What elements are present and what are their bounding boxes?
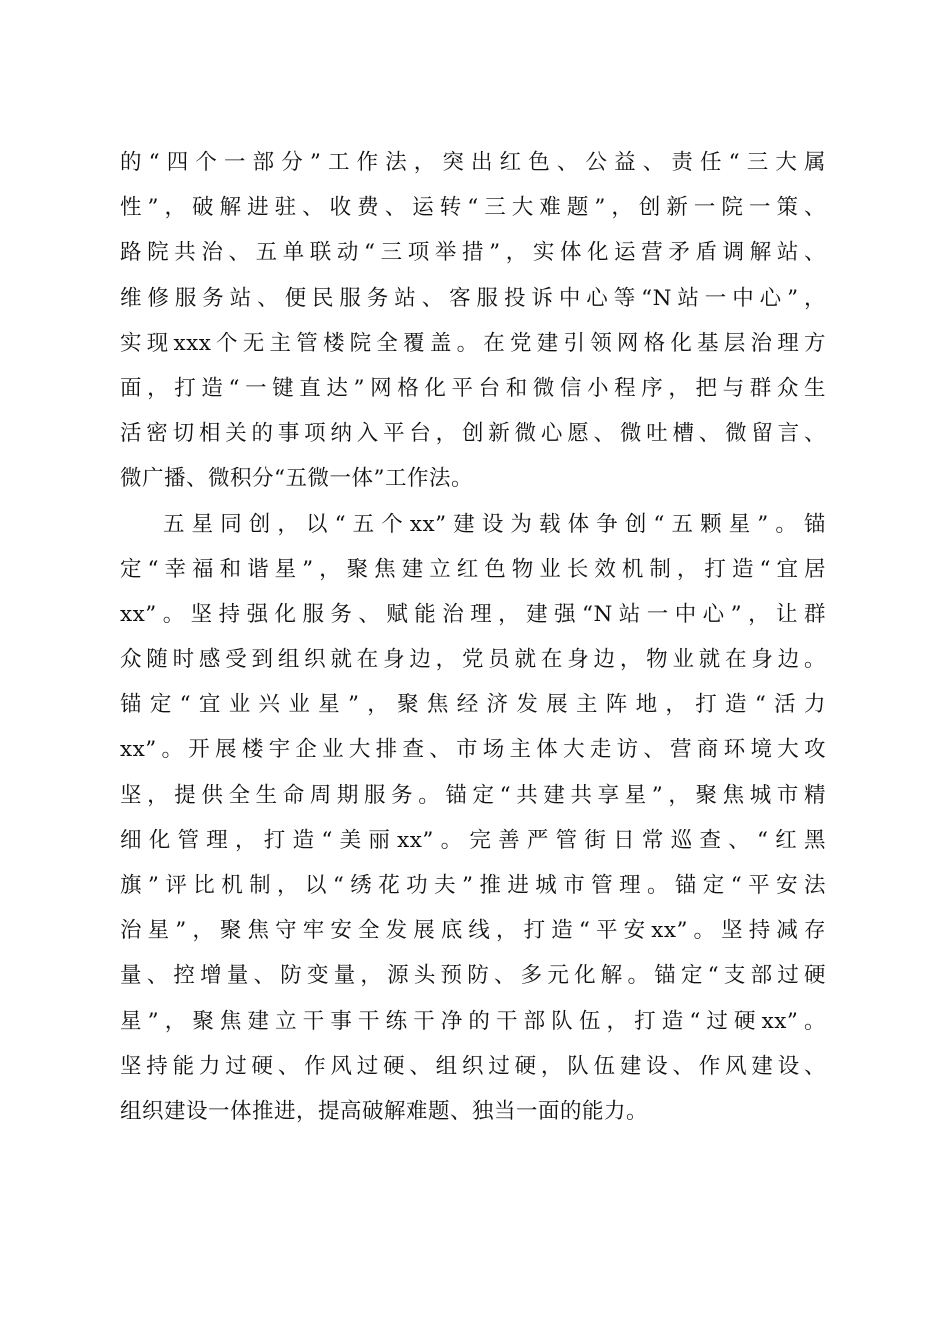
text-line: 性”，破解进驻、收费、运转“三大难题”，创新一院一策、 bbox=[120, 195, 826, 221]
text-line: 坚持能力过硬、作风过硬、组织过硬，队伍建设、作风建设、 bbox=[120, 1053, 826, 1079]
text-line: 定“幸福和谐星”，聚焦建立红色物业长效机制，打造“宜居 bbox=[120, 556, 826, 582]
text-line: 锚定“宜业兴业星”，聚焦经济发展主阵地，打造“活力 bbox=[120, 692, 826, 718]
text-line: 坚，提供全生命周期服务。锚定“共建共享星”，聚焦城市精 bbox=[120, 782, 826, 808]
text-line: xx”。坚持强化服务、赋能治理，建强“N站一中心”，让群 bbox=[120, 601, 826, 627]
text-line: 细化管理，打造“美丽xx”。完善严管街日常巡查、“红黑 bbox=[120, 827, 826, 853]
text-line: 维修服务站、便民服务站、客服投诉中心等“N站一中心”， bbox=[120, 285, 826, 311]
text-line: 星”，聚焦建立干事干练干净的干部队伍，打造“过硬xx”。 bbox=[120, 1008, 826, 1034]
text-line: 治星”，聚焦守牢安全发展底线，打造“平安xx”。坚持减存 bbox=[120, 918, 826, 944]
text-line: 实现xxx个无主管楼院全覆盖。在党建引领网格化基层治理方 bbox=[120, 330, 826, 356]
text-line: 路院共治、五单联动“三项举措”，实体化运营矛盾调解站、 bbox=[120, 240, 826, 266]
text-line: xx”。开展楼宇企业大排查、市场主体大走访、营商环境大攻 bbox=[120, 737, 826, 763]
text-line: 组织建设一体推进，提高破解难题、独当一面的能力。 bbox=[120, 1098, 649, 1124]
text-line: 众随时感受到组织就在身边，党员就在身边，物业就在身边。 bbox=[120, 647, 826, 673]
text-line: 活密切相关的事项纳入平台，创新微心愿、微吐槽、微留言、 bbox=[120, 421, 826, 447]
text-line: 的“四个一部分”工作法，突出红色、公益、责任“三大属 bbox=[120, 150, 826, 175]
text-line: 五星同创，以“五个xx”建设为载体争创“五颗星”。锚 bbox=[163, 511, 826, 537]
text-line: 面，打造“一键直达”网格化平台和微信小程序，把与群众生 bbox=[120, 375, 826, 401]
text-line: 量、控增量、防变量，源头预防、多元化解。锚定“支部过硬 bbox=[120, 963, 826, 989]
text-line: 旗”评比机制，以“绣花功夫”推进城市管理。锚定“平安法 bbox=[120, 873, 826, 898]
body-text bbox=[120, 140, 826, 1134]
text-line: 微广播、微积分“五微一体”工作法。 bbox=[120, 466, 473, 492]
